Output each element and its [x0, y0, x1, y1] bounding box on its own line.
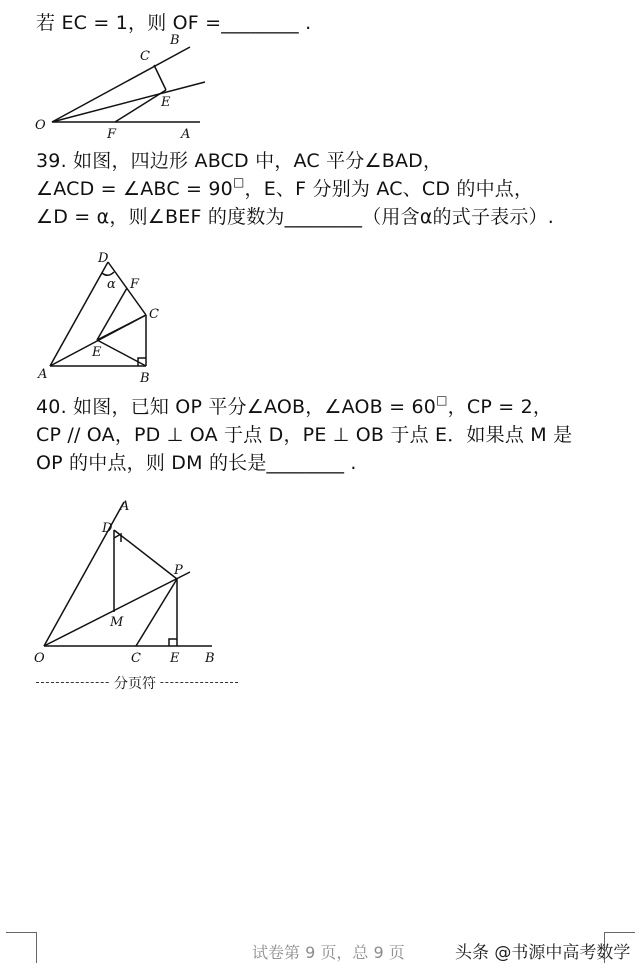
- label-M: M: [110, 615, 124, 630]
- source-watermark: 头条 @书源中高考数学: [455, 943, 631, 963]
- label-A: A: [38, 367, 48, 382]
- label-B: B: [170, 33, 180, 48]
- label-C: C: [149, 307, 159, 322]
- question-39-line3: ∠D = α，则∠BEF 的度数为________（用含α的式子表示）.: [36, 206, 554, 228]
- label-B: B: [140, 371, 150, 386]
- degree-mark: □: [436, 393, 448, 407]
- label-E: E: [170, 651, 180, 666]
- question-40-line1: 40. 如图，已知 OP 平分∠AOB，∠AOB = 60□，CP = 2，: [36, 393, 553, 418]
- label-P: P: [174, 563, 183, 578]
- label-B: B: [205, 651, 215, 666]
- figure-40: [30, 490, 230, 670]
- label-D: D: [98, 251, 109, 266]
- degree-mark: □: [232, 175, 245, 189]
- label-A: A: [120, 499, 130, 514]
- question-40-line3: OP 的中点，则 DM 的长是________ .: [36, 452, 357, 474]
- page-break-marker: [36, 675, 238, 692]
- question-38-tail: 若 EC = 1，则 OF =________ .: [36, 12, 312, 34]
- label-F: F: [130, 277, 140, 292]
- label-O: O: [35, 118, 46, 133]
- label-A: A: [181, 127, 191, 142]
- page-break-label: 分页符: [110, 673, 160, 693]
- figure-38: [30, 32, 230, 144]
- label-C: C: [131, 651, 141, 666]
- label-E: E: [92, 345, 102, 360]
- label-E: E: [161, 95, 171, 110]
- figure-39: [30, 248, 180, 388]
- label-alpha: α: [107, 277, 116, 292]
- label-F: F: [107, 127, 117, 142]
- label-C: C: [140, 49, 150, 64]
- page-footer: 试卷第 9 页，总 9 页: [252, 943, 405, 962]
- question-39-line1: 39. 如图，四边形 ABCD 中，AC 平分∠BAD，: [36, 150, 443, 172]
- question-40-line2: CP // OA，PD ⊥ OA 于点 D，PE ⊥ OB 于点 E．如果点 M 是: [36, 424, 573, 446]
- question-39-line2: ∠ACD = ∠ABC = 90□，E、F 分别为 AC、CD 的中点，: [36, 175, 534, 200]
- label-D: D: [102, 521, 113, 536]
- label-O: O: [34, 651, 45, 666]
- crop-mark-bottom-left: [6, 932, 37, 963]
